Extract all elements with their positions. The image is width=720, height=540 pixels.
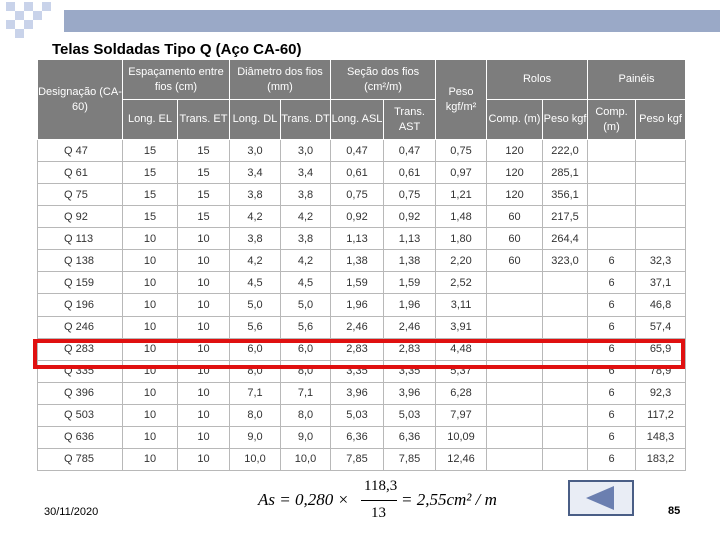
cell-trans-dt: 6,0 <box>281 338 331 360</box>
cell-rolos-peso: 285,1 <box>543 162 588 184</box>
cell-long-el: 10 <box>123 360 178 382</box>
cell-peso: 1,48 <box>436 206 487 228</box>
cell-paineis-peso: 32,3 <box>636 250 686 272</box>
cell-trans-ast: 0,61 <box>384 162 436 184</box>
table-row <box>38 162 686 184</box>
cell-trans-dt: 7,1 <box>281 382 331 404</box>
cell-long-asl: 0,92 <box>331 206 384 228</box>
cell-designacao: Q 246 <box>38 316 123 338</box>
cell-peso: 4,48 <box>436 338 487 360</box>
cell-rolos-peso <box>543 448 588 470</box>
cell-paineis-peso <box>636 140 686 162</box>
cell-designacao: Q 396 <box>38 382 123 404</box>
cell-long-asl: 7,85 <box>331 448 384 470</box>
cell-designacao: Q 61 <box>38 162 123 184</box>
cell-designacao: Q 47 <box>38 140 123 162</box>
cell-paineis-peso: 117,2 <box>636 404 686 426</box>
cell-rolos-comp <box>487 294 543 316</box>
header-trans-ast: Trans. AST <box>384 100 436 140</box>
header-long-asl: Long. ASL <box>331 100 384 140</box>
cell-long-dl: 4,2 <box>230 250 281 272</box>
cell-trans-ast: 0,75 <box>384 184 436 206</box>
cell-rolos-comp: 120 <box>487 162 543 184</box>
cell-paineis-comp <box>588 184 636 206</box>
cell-paineis-peso: 183,2 <box>636 448 686 470</box>
header-rolos-peso: Peso kgf <box>543 100 588 140</box>
cell-rolos-peso <box>543 294 588 316</box>
cell-trans-et: 10 <box>178 250 230 272</box>
header-paineis-peso: Peso kgf <box>636 100 686 140</box>
cell-designacao: Q 636 <box>38 426 123 448</box>
cell-paineis-comp: 6 <box>588 426 636 448</box>
cell-long-dl: 10,0 <box>230 448 281 470</box>
cell-rolos-peso <box>543 426 588 448</box>
cell-rolos-comp <box>487 426 543 448</box>
cell-peso: 2,20 <box>436 250 487 272</box>
cell-trans-ast: 2,46 <box>384 316 436 338</box>
cell-trans-dt: 4,5 <box>281 272 331 294</box>
cell-trans-dt: 4,2 <box>281 250 331 272</box>
cell-rolos-comp <box>487 448 543 470</box>
cell-paineis-peso: 46,8 <box>636 294 686 316</box>
cell-long-el: 10 <box>123 448 178 470</box>
header-long-el: Long. EL <box>123 100 178 140</box>
cell-paineis-comp: 6 <box>588 294 636 316</box>
cell-rolos-comp: 60 <box>487 250 543 272</box>
cell-rolos-comp: 120 <box>487 140 543 162</box>
cell-trans-dt: 3,4 <box>281 162 331 184</box>
cell-peso: 5,37 <box>436 360 487 382</box>
cell-long-dl: 3,8 <box>230 228 281 250</box>
table-row <box>38 250 686 272</box>
table-row <box>38 382 686 404</box>
cell-rolos-peso: 217,5 <box>543 206 588 228</box>
cell-rolos-comp: 60 <box>487 228 543 250</box>
cell-trans-et: 10 <box>178 338 230 360</box>
cell-trans-ast: 1,13 <box>384 228 436 250</box>
cell-trans-et: 15 <box>178 206 230 228</box>
table-row <box>38 206 686 228</box>
cell-peso: 10,09 <box>436 426 487 448</box>
cell-trans-ast: 3,35 <box>384 360 436 382</box>
cell-trans-ast: 1,96 <box>384 294 436 316</box>
cell-long-asl: 5,03 <box>331 404 384 426</box>
cell-long-asl: 0,47 <box>331 140 384 162</box>
cell-long-dl: 9,0 <box>230 426 281 448</box>
cell-long-el: 10 <box>123 272 178 294</box>
cell-paineis-peso <box>636 206 686 228</box>
cell-trans-dt: 9,0 <box>281 426 331 448</box>
cell-designacao: Q 113 <box>38 228 123 250</box>
cell-trans-et: 10 <box>178 404 230 426</box>
mesh-table <box>37 59 686 471</box>
table-row <box>38 316 686 338</box>
table-row <box>38 140 686 162</box>
back-button[interactable] <box>568 480 634 516</box>
cell-long-el: 10 <box>123 338 178 360</box>
header-trans-et: Trans. ET <box>178 100 230 140</box>
cell-trans-dt: 3,0 <box>281 140 331 162</box>
slide-title: Telas Soldadas Tipo Q (Aço CA-60) <box>52 41 302 58</box>
table-row <box>38 404 686 426</box>
cell-peso: 0,75 <box>436 140 487 162</box>
cell-trans-ast: 3,96 <box>384 382 436 404</box>
cell-peso: 3,91 <box>436 316 487 338</box>
cell-rolos-comp <box>487 382 543 404</box>
cell-rolos-comp: 120 <box>487 184 543 206</box>
cell-trans-ast: 2,83 <box>384 338 436 360</box>
formula-rhs: = 2,55cm² / m <box>401 490 497 509</box>
cell-paineis-comp: 6 <box>588 382 636 404</box>
cell-rolos-peso: 323,0 <box>543 250 588 272</box>
cell-paineis-comp <box>588 162 636 184</box>
cell-trans-et: 10 <box>178 426 230 448</box>
cell-designacao: Q 159 <box>38 272 123 294</box>
cell-long-dl: 3,8 <box>230 184 281 206</box>
formula-denominator: 13 <box>371 505 386 521</box>
cell-paineis-peso <box>636 184 686 206</box>
cell-peso: 1,21 <box>436 184 487 206</box>
table-row <box>38 184 686 206</box>
header-bar <box>64 10 720 32</box>
cell-long-asl: 2,46 <box>331 316 384 338</box>
cell-paineis-comp: 6 <box>588 404 636 426</box>
cell-rolos-peso <box>543 404 588 426</box>
cell-peso: 12,46 <box>436 448 487 470</box>
page-number: 85 <box>668 505 681 517</box>
cell-long-dl: 5,0 <box>230 294 281 316</box>
cell-peso: 6,28 <box>436 382 487 404</box>
cell-trans-dt: 5,6 <box>281 316 331 338</box>
cell-rolos-peso: 356,1 <box>543 184 588 206</box>
cell-long-el: 15 <box>123 140 178 162</box>
cell-paineis-peso: 37,1 <box>636 272 686 294</box>
header-trans-dt: Trans. DT <box>281 100 331 140</box>
cell-trans-et: 10 <box>178 382 230 404</box>
cell-long-asl: 3,35 <box>331 360 384 382</box>
cell-trans-dt: 5,0 <box>281 294 331 316</box>
cell-designacao: Q 75 <box>38 184 123 206</box>
cell-trans-ast: 1,59 <box>384 272 436 294</box>
cell-long-el: 10 <box>123 250 178 272</box>
cell-rolos-peso <box>543 272 588 294</box>
header-peso: Peso kgf/m² <box>436 60 487 140</box>
header-espacamento: Espaçamento entre fios (cm) <box>123 60 230 100</box>
cell-long-dl: 8,0 <box>230 360 281 382</box>
cell-trans-et: 10 <box>178 448 230 470</box>
header-paineis: Painéis <box>588 60 686 100</box>
row-highlight-box <box>33 339 685 369</box>
cell-trans-et: 10 <box>178 228 230 250</box>
back-arrow-icon <box>586 486 614 510</box>
cell-long-el: 10 <box>123 404 178 426</box>
table-row <box>38 294 686 316</box>
cell-paineis-comp: 6 <box>588 360 636 382</box>
cell-paineis-comp <box>588 228 636 250</box>
cell-long-el: 10 <box>123 382 178 404</box>
corner-decoration <box>0 0 60 40</box>
cell-trans-et: 15 <box>178 184 230 206</box>
cell-trans-dt: 4,2 <box>281 206 331 228</box>
cell-long-dl: 7,1 <box>230 382 281 404</box>
table-body <box>38 140 686 471</box>
cell-peso: 3,11 <box>436 294 487 316</box>
cell-long-dl: 4,5 <box>230 272 281 294</box>
cell-trans-ast: 0,92 <box>384 206 436 228</box>
cell-paineis-comp <box>588 206 636 228</box>
cell-paineis-comp: 6 <box>588 250 636 272</box>
cell-long-asl: 3,96 <box>331 382 384 404</box>
cell-trans-et: 10 <box>178 316 230 338</box>
cell-paineis-peso: 148,3 <box>636 426 686 448</box>
cell-designacao: Q 138 <box>38 250 123 272</box>
cell-long-dl: 3,4 <box>230 162 281 184</box>
table-row <box>38 228 686 250</box>
cell-rolos-comp <box>487 316 543 338</box>
fraction-bar <box>361 500 397 501</box>
cell-trans-dt: 8,0 <box>281 404 331 426</box>
cell-trans-et: 10 <box>178 272 230 294</box>
cell-long-asl: 1,59 <box>331 272 384 294</box>
formula <box>258 478 518 524</box>
cell-long-el: 10 <box>123 426 178 448</box>
cell-trans-et: 10 <box>178 360 230 382</box>
cell-long-asl: 0,61 <box>331 162 384 184</box>
cell-trans-ast: 1,38 <box>384 250 436 272</box>
cell-long-el: 10 <box>123 294 178 316</box>
formula-lhs: As = 0,280 × <box>258 490 349 509</box>
cell-designacao: Q 92 <box>38 206 123 228</box>
header-diametro: Diâmetro dos fios (mm) <box>230 60 331 100</box>
formula-numerator: 118,3 <box>364 478 398 494</box>
cell-designacao: Q 283 <box>38 338 123 360</box>
header-long-dl: Long. DL <box>230 100 281 140</box>
cell-trans-dt: 8,0 <box>281 360 331 382</box>
cell-long-asl: 1,96 <box>331 294 384 316</box>
cell-long-el: 15 <box>123 206 178 228</box>
cell-paineis-comp: 6 <box>588 448 636 470</box>
cell-paineis-comp: 6 <box>588 316 636 338</box>
cell-long-el: 10 <box>123 228 178 250</box>
header-paineis-comp: Comp. (m) <box>588 100 636 140</box>
cell-trans-et: 10 <box>178 294 230 316</box>
table-row <box>38 426 686 448</box>
header-designacao: Designação (CA-60) <box>38 60 123 140</box>
cell-peso: 2,52 <box>436 272 487 294</box>
cell-paineis-peso <box>636 162 686 184</box>
cell-designacao: Q 785 <box>38 448 123 470</box>
cell-paineis-peso: 92,3 <box>636 382 686 404</box>
cell-long-asl: 1,13 <box>331 228 384 250</box>
cell-rolos-comp <box>487 404 543 426</box>
cell-long-asl: 0,75 <box>331 184 384 206</box>
cell-trans-ast: 0,47 <box>384 140 436 162</box>
table-row <box>38 448 686 470</box>
cell-paineis-peso: 65,9 <box>636 338 686 360</box>
cell-rolos-comp: 60 <box>487 206 543 228</box>
cell-rolos-peso <box>543 316 588 338</box>
cell-paineis-comp: 6 <box>588 272 636 294</box>
cell-trans-dt: 10,0 <box>281 448 331 470</box>
slide-date: 30/11/2020 <box>44 506 99 518</box>
cell-trans-ast: 7,85 <box>384 448 436 470</box>
cell-designacao: Q 196 <box>38 294 123 316</box>
cell-paineis-peso: 57,4 <box>636 316 686 338</box>
cell-paineis-peso: 78,9 <box>636 360 686 382</box>
cell-trans-ast: 5,03 <box>384 404 436 426</box>
cell-long-dl: 3,0 <box>230 140 281 162</box>
cell-peso: 1,80 <box>436 228 487 250</box>
cell-peso: 0,97 <box>436 162 487 184</box>
cell-rolos-peso <box>543 382 588 404</box>
cell-designacao: Q 503 <box>38 404 123 426</box>
cell-long-asl: 2,83 <box>331 338 384 360</box>
cell-long-asl: 6,36 <box>331 426 384 448</box>
header-rolos-comp: Comp. (m) <box>487 100 543 140</box>
cell-designacao: Q 335 <box>38 360 123 382</box>
cell-long-dl: 5,6 <box>230 316 281 338</box>
cell-rolos-comp <box>487 272 543 294</box>
cell-long-dl: 6,0 <box>230 338 281 360</box>
cell-paineis-comp <box>588 140 636 162</box>
cell-trans-et: 15 <box>178 140 230 162</box>
cell-trans-dt: 3,8 <box>281 184 331 206</box>
cell-rolos-peso: 222,0 <box>543 140 588 162</box>
table-row <box>38 272 686 294</box>
cell-trans-ast: 6,36 <box>384 426 436 448</box>
header-secao: Seção dos fios (cm²/m) <box>331 60 436 100</box>
cell-trans-et: 15 <box>178 162 230 184</box>
cell-paineis-comp: 6 <box>588 338 636 360</box>
cell-long-el: 15 <box>123 184 178 206</box>
cell-long-dl: 4,2 <box>230 206 281 228</box>
cell-long-el: 15 <box>123 162 178 184</box>
cell-long-el: 10 <box>123 316 178 338</box>
header-rolos: Rolos <box>487 60 588 100</box>
cell-peso: 7,97 <box>436 404 487 426</box>
cell-long-asl: 1,38 <box>331 250 384 272</box>
cell-rolos-peso: 264,4 <box>543 228 588 250</box>
cell-trans-dt: 3,8 <box>281 228 331 250</box>
cell-long-dl: 8,0 <box>230 404 281 426</box>
cell-paineis-peso <box>636 228 686 250</box>
